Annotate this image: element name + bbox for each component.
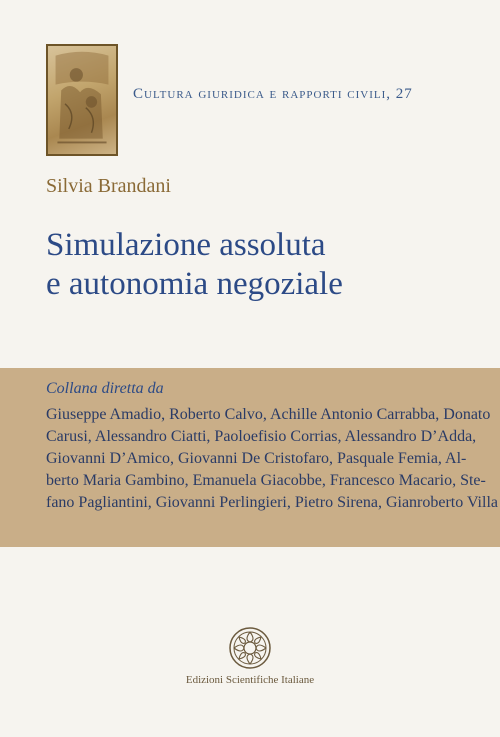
- book-title: [46, 226, 343, 304]
- editors-list: [46, 404, 498, 514]
- editors-line: Carusi, Alessandro Ciatti, Paoloefisio Corrias, Alessandro D’Adda,: [46, 428, 477, 445]
- collana-label: Collana diretta da: [46, 380, 164, 397]
- series-title: Cultura giuridica e rapporti civili, 27: [133, 86, 413, 102]
- editors-line: Giuseppe Amadio, Roberto Calvo, Achille Antonio Carrabba, Donato: [46, 406, 491, 423]
- book-title-line-2: e autonomia negoziale: [46, 266, 343, 302]
- book-title-line-1: Simulazione assoluta: [46, 227, 326, 263]
- publisher-name: Edizioni Scientifiche Italiane: [185, 674, 315, 686]
- editors-line: fano Pagliantini, Giovanni Perlingieri, Pietro Sirena, Gianroberto Villa: [46, 494, 498, 511]
- editors-line: Giovanni D’Amico, Giovanni De Cristofaro, Pasquale Femia, Al-: [46, 450, 467, 467]
- seal-logo-icon: [228, 626, 272, 670]
- editors-line: berto Maria Gambino, Emanuela Giacobbe, Francesco Macario, Ste-: [46, 472, 486, 489]
- engraving-image: [46, 44, 118, 156]
- author-name: Silvia Brandani: [46, 175, 171, 197]
